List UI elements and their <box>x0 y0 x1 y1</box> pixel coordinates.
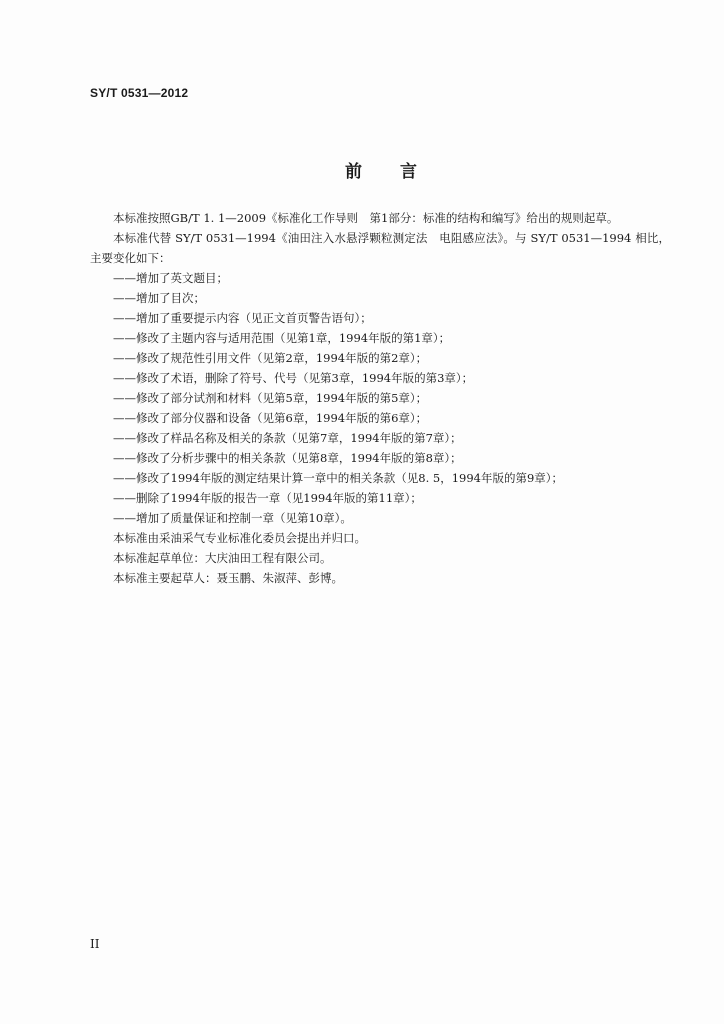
list-item: ——修改了样品名称及相关的条款（见第7章，1994年版的第7章）； <box>113 431 462 445</box>
foreword-body <box>90 208 670 588</box>
page-number: II <box>90 937 100 951</box>
paragraph-drafters: 本标准主要起草人：聂玉鹏、朱淑萍、彭博。 <box>113 571 343 585</box>
paragraph-proposer: 本标准由采油采气专业标准化委员会提出并归口。 <box>113 531 366 545</box>
paragraph-drafting-rules: 本标准按照GB/T 1. 1—2009《标准化工作导则 第1部分：标准的结构和编写》给出的规则起草。 <box>113 211 619 225</box>
document-code: SY/T 0531—2012 <box>90 86 189 100</box>
paragraph-replacement: 本标准代替 SY/T 0531—1994《油田注入水悬浮颗粒测定法 电阻感应法》。与 SY/T 0531—1994 相比，主要变化如下： <box>90 231 670 265</box>
paragraph-drafting-unit: 本标准起草单位：大庆油田工程有限公司。 <box>113 551 332 565</box>
list-item: ——增加了英文题目； <box>113 271 228 285</box>
list-item: ——修改了主题内容与适用范围（见第1章，1994年版的第1章）； <box>113 331 451 345</box>
list-item: ——删除了1994年版的报告一章（见1994年版的第11章）； <box>113 491 422 505</box>
changes-list <box>90 268 670 528</box>
list-item: ——修改了部分仪器和设备（见第6章，1994年版的第6章）； <box>113 411 428 425</box>
list-item: ——修改了分析步骤中的相关条款（见第8章，1994年版的第8章）； <box>113 451 462 465</box>
list-item: ——增加了重要提示内容（见正文首页警告语句）； <box>113 311 372 325</box>
list-item: ——增加了质量保证和控制一章（见第10章）。 <box>113 511 352 525</box>
list-item: ——增加了目次； <box>113 291 205 305</box>
list-item: ——修改了1994年版的测定结果计算一章中的相关条款（见8. 5，1994年版的第9章）； <box>113 471 564 485</box>
page-title: 前言 <box>345 162 455 182</box>
list-item: ——修改了规范性引用文件（见第2章，1994年版的第2章）； <box>113 351 428 365</box>
list-item: ——修改了部分试剂和材料（见第5章，1994年版的第5章）； <box>113 391 428 405</box>
list-item: ——修改了术语，删除了符号、代号（见第3章，1994年版的第3章）； <box>113 371 474 385</box>
